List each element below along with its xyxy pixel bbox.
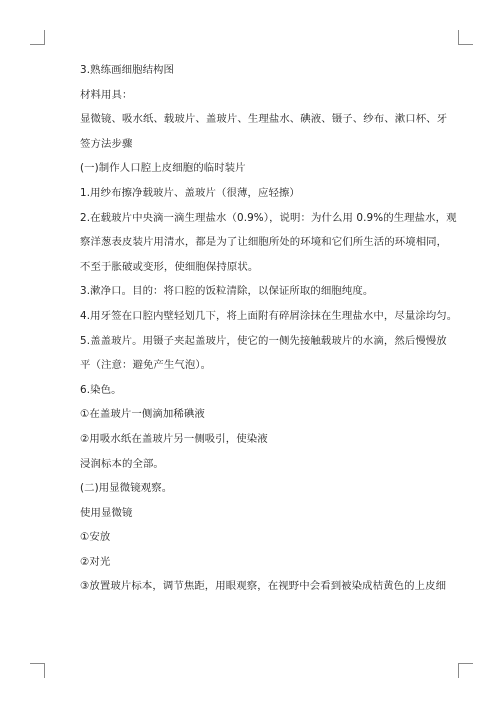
step-2-continued: 察洋葱表皮装片用清水，都是为了让细胞所处的环境和它们所生活的环境相同， <box>80 236 448 249</box>
document-body <box>80 64 458 605</box>
crop-mark-top-left <box>30 30 45 45</box>
materials-label: 材料用具： <box>80 88 133 101</box>
microscope-usage-label: 使用显微镜 <box>80 506 133 519</box>
microscope-step-2: ②对光 <box>80 555 111 568</box>
materials-list: 显微镜、吸水纸、载玻片、盖玻片、生理盐水、碘液、镊子、纱布、漱口杯、牙 <box>80 113 448 126</box>
subsection-heading-slide-prep: (一)制作人口腔上皮细胞的临时装片 <box>80 162 246 175</box>
step-3: 3.漱净口。目的：将口腔的饭粒清除，以保证所取的细胞纯度。 <box>80 285 374 298</box>
step-6-sub-2: ②用吸水纸在盖玻片另一侧吸引，使染液 <box>80 432 268 445</box>
crop-mark-bottom-right <box>458 663 473 678</box>
step-6-sub-2-continued: 浸润标本的全部。 <box>80 457 164 470</box>
crop-mark-top-right <box>458 30 473 45</box>
step-2: 2.在载玻片中央滴一滴生理盐水（0.9%），说明：为什么用 0.9%的生理盐水，观 <box>80 211 457 224</box>
crop-mark-bottom-left <box>30 663 45 678</box>
step-6-sub-1: ①在盖玻片一侧滴加稀碘液 <box>80 408 205 421</box>
step-1: 1.用纱布擦净载玻片、盖玻片（很薄，应轻擦） <box>80 186 300 199</box>
step-5: 5.盖盖玻片。用镊子夹起盖玻片，使它的一侧先接触载玻片的水滴，然后慢慢放 <box>80 334 447 347</box>
microscope-step-3: ③放置玻片标本，调节焦距，用眼观察，在视野中会看到被染成桔黄色的上皮细 <box>80 580 447 593</box>
step-5-continued: 平（注意：避免产生气泡）。 <box>80 359 212 372</box>
materials-list-continued: 签方法步骤 <box>80 137 133 150</box>
section-heading-cell-drawing: 3.熟练画细胞结构图 <box>80 64 175 76</box>
microscope-step-1: ①安放 <box>80 531 111 544</box>
step-6: 6.染色。 <box>80 383 122 396</box>
step-4: 4.用牙签在口腔内壁轻划几下，将上面附有碎屑涂抹在生理盐水中，尽量涂均匀。 <box>80 309 458 322</box>
subsection-heading-microscope: (二)用显微镜观察。 <box>80 482 173 495</box>
step-2-continued-2: 不至于胀破或变形，使细胞保持原状。 <box>80 260 259 273</box>
